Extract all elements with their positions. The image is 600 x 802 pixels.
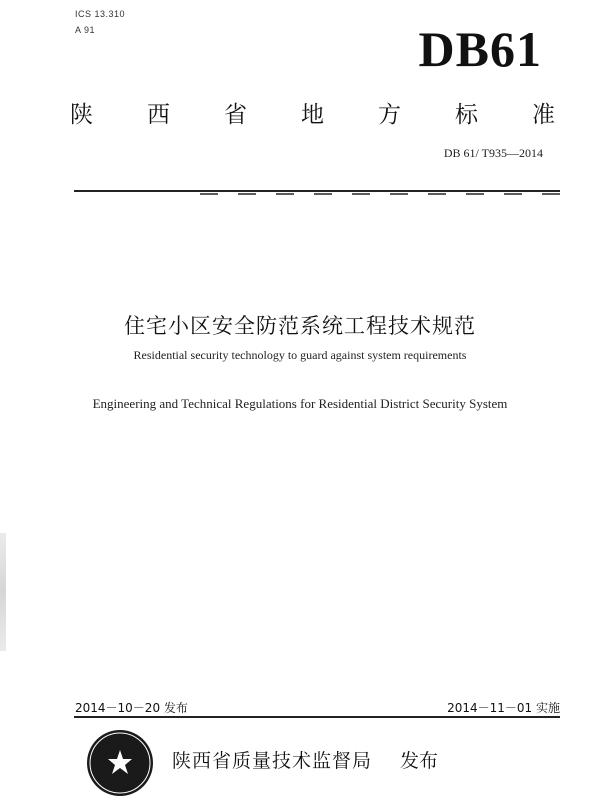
title-english-2: Engineering and Technical Regulations for Residential District Security System <box>92 396 508 411</box>
standard-type-char: 西 <box>147 102 170 128</box>
issue-date: 2014－10－20 发布 <box>75 701 188 715</box>
standard-type-char: 陕 <box>70 102 93 128</box>
header-rule-dashes <box>200 193 560 195</box>
standard-type-char: 准 <box>532 102 555 128</box>
ics-code: ICS 13.310 <box>75 9 126 19</box>
scan-edge-mark <box>0 533 6 651</box>
title-english-1: Residential security technology to guard against system requirements <box>133 348 467 362</box>
official-seal-icon <box>85 728 155 798</box>
publish-label: 发布 <box>400 750 439 772</box>
standard-number: DB 61/ T935—2014 <box>443 146 543 160</box>
category-code: A 91 <box>75 25 96 35</box>
title-chinese: 住宅小区安全防范系统工程技术规范 <box>124 314 476 338</box>
standard-type-char: 方 <box>378 102 401 128</box>
header-rule <box>74 190 560 192</box>
implementation-date: 2014－11－01 实施 <box>447 701 560 715</box>
db-standard-mark: DB61 <box>418 21 542 77</box>
standard-type-char: 地 <box>301 102 324 128</box>
issuing-authority: 陕西省质量技术监督局 <box>172 750 373 772</box>
footer-rule <box>74 716 560 718</box>
standard-type-heading <box>70 96 555 129</box>
standard-type-char: 标 <box>455 102 478 128</box>
standard-type-char: 省 <box>224 102 247 128</box>
